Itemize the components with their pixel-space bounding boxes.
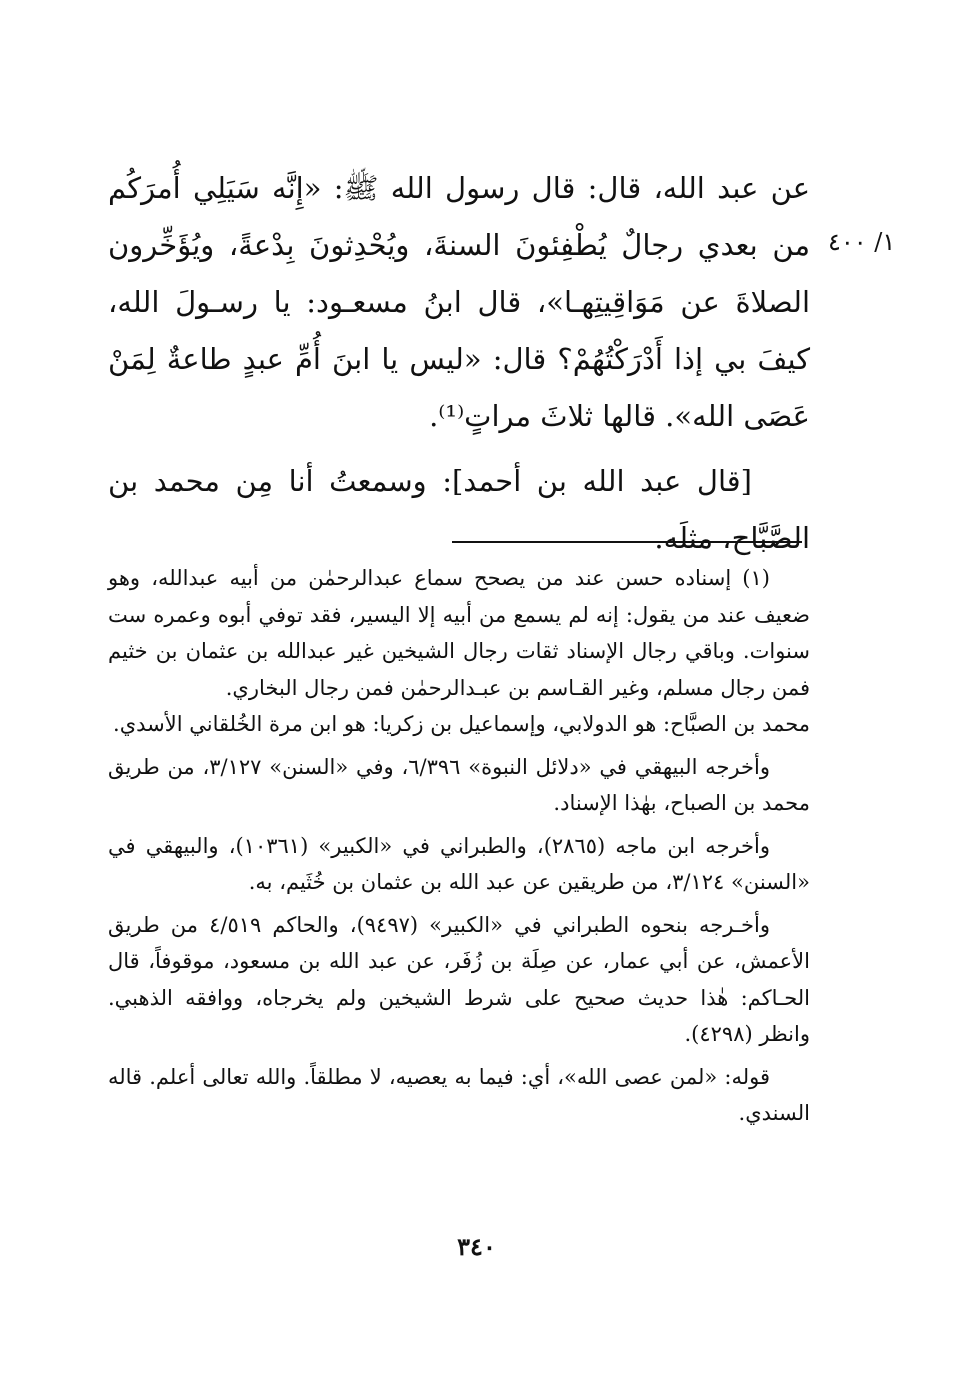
hadith-number: ١/ ٤٠٠ xyxy=(828,228,896,256)
page-number: ٣٤٠ xyxy=(457,1232,496,1261)
footnote-divider xyxy=(452,541,802,543)
hadith-text xyxy=(108,160,810,567)
footnotes-section xyxy=(108,560,810,1132)
narration-note: [قال عبد الله بن أحمد]: وسمعتُ أنا مِن محمد بن الصَّبَّاح، مثلَه. xyxy=(108,464,810,555)
footnote-narrators: محمد بن الصبَّاح: هو الدولابي، وإسماعيل بن زكريا: هو ابن مرة الخُلقاني الأسدي. xyxy=(113,712,810,736)
footnote-takhrij-ibn-majah: وأخرجه ابن ماجه (٢٨٦٥)، والطبراني في «الكبير» (١٠٣٦١)، والبيهقي في «السنن» ٣/١٢٤، من طريقين عن عبد الله بن عثمان بن خُثَيم، به. xyxy=(108,833,810,894)
footnote-takhrij-bayhaqi: وأخرجه البيهقي في «دلائل النبوة» ٦/٣٩٦، وفي «السنن» ٣/١٢٧، من طريق محمد بن الصباح، بهٰذا الإسناد. xyxy=(108,754,810,815)
footnote-sindi-comment: قوله: «لمن عصى الله»، أي: فيما به يعصيه، لا مطلقاً. والله تعالى أعلم. قاله السندي. xyxy=(108,1064,810,1125)
hadith-paragraph: عن عبد الله، قال: قال رسول الله ﷺ: «إِنَّه سَيَلِي أُمرَكُم من بعدي رجالٌ يُطْفِئونَ السنةَ، ويُحْدِثونَ بِدْعةً، ويُؤَخِّرون الصلاةَ عن مَوَاقِيتِهـا»، قال ابنُ مسعـود: يا رسـولَ الله، كيفَ بي إذا أَدْرَكْتُهُمْ؟ قال: «ليس يا ابنَ أُمِّ عبدٍ طاعةٌ لِمَنْ عَصَى الله». قالها ثلاثَ مراتٍ⁽¹⁾. xyxy=(108,171,810,433)
footnote-takhrij-tabarani: وأخـرجه بنحوه الطبراني في «الكبير» (٩٤٩٧)، والحاكم ٤/٥١٩ من طريق الأعمش، عن أبي عمار، عن صِلَة بن زُفَر، عن عبد الله بن مسعود، موقوفاً، قال الحـاكم: هٰذا حديث صحيح على شرط الشيخين ولم يخرجاه، ووافقه الذهبي. وانظر (٤٢٩٨). xyxy=(108,912,810,1046)
footnote-isnad-grading: (١) إسناده حسن عند من يصحح سماع عبدالرحمٰن من أبيه عبدالله، وهو ضعيف عند من يقول: إنه لم يسمع من أبيه إلا اليسير، فقد توفي أبوه وعمره ست سنوات. وباقي رجال الإسناد ثقات رجال الشيخين غير عبدالله بن عثمان بن خثيم فمن رجال مسلم، وغير القـاسم بن عبـدالرحمٰن فمن رجال البخاري. xyxy=(108,566,810,700)
